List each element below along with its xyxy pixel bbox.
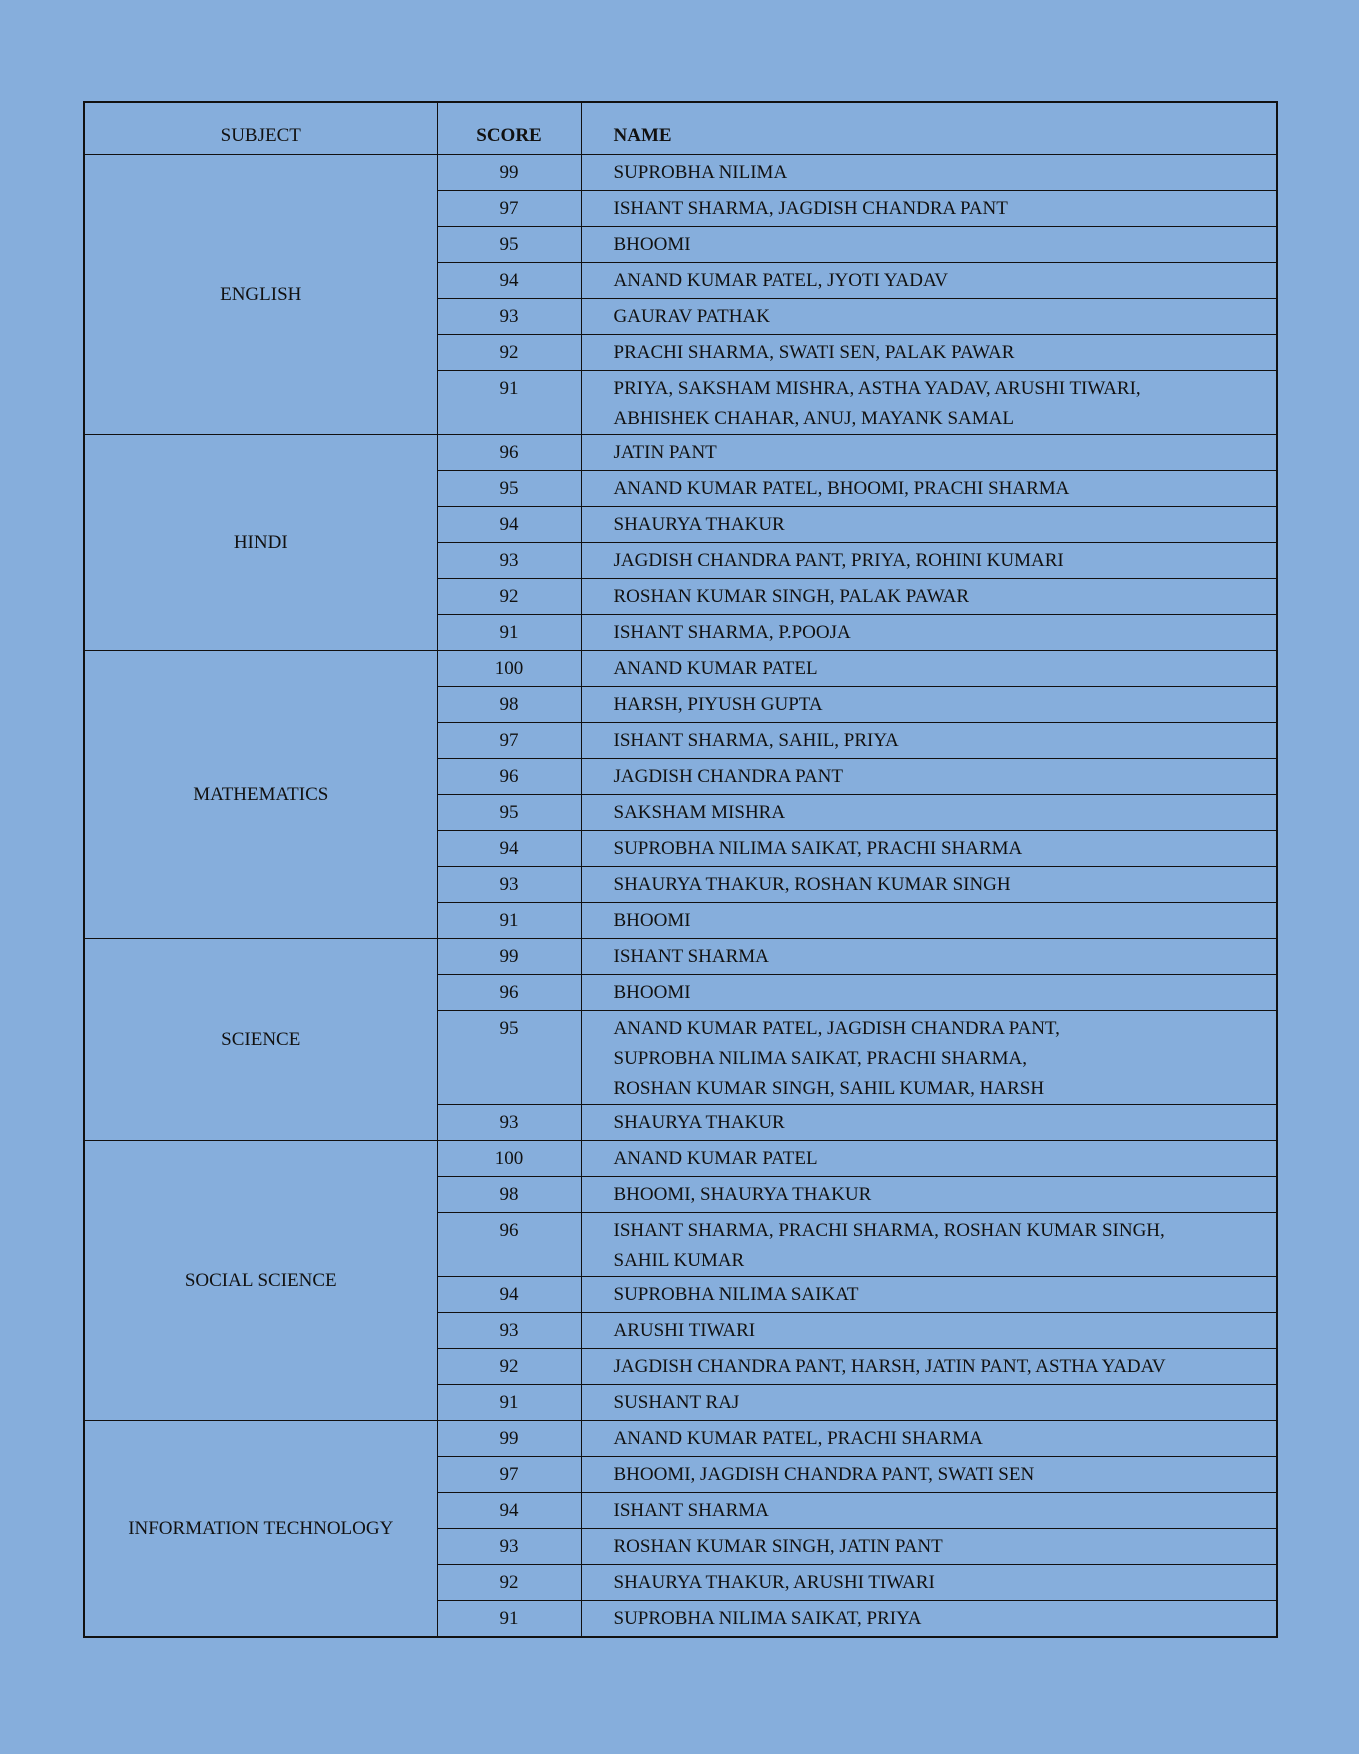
names-cell [581, 579, 1277, 615]
score-cell: 93 [437, 299, 581, 335]
names-line: BHOOMI [613, 982, 691, 1003]
score-table [83, 101, 1278, 1638]
names-cell [581, 471, 1277, 507]
score-cell: 93 [437, 1529, 581, 1565]
score-cell: 96 [437, 975, 581, 1011]
names-line: JAGDISH CHANDRA PANT [613, 766, 843, 787]
score-cell: 92 [437, 335, 581, 371]
names-line: SHAURYA THAKUR [613, 1112, 785, 1133]
names-cell [581, 687, 1277, 723]
names-cell [581, 155, 1277, 191]
subject-cell: MATHEMATICS [84, 651, 437, 939]
score-cell: 100 [437, 1141, 581, 1177]
score-cell: 96 [437, 435, 581, 471]
score-cell: 95 [437, 795, 581, 831]
names-line: ISHANT SHARMA, PRACHI SHARMA, ROSHAN KUMAR SINGH, [613, 1220, 1165, 1241]
names-cell [581, 1277, 1277, 1313]
names-line: HARSH, PIYUSH GUPTA [613, 694, 823, 715]
names-line: ISHANT SHARMA [613, 946, 769, 967]
names-cell [581, 435, 1277, 471]
names-cell [581, 651, 1277, 687]
names-cell [581, 1457, 1277, 1493]
score-cell: 95 [437, 227, 581, 263]
score-cell: 98 [437, 1177, 581, 1213]
names-cell [581, 867, 1277, 903]
names-cell [581, 1177, 1277, 1213]
score-cell: 93 [437, 867, 581, 903]
score-cell: 97 [437, 723, 581, 759]
names-cell [581, 371, 1277, 435]
document-page [83, 101, 1276, 1638]
subject-cell: SCIENCE [84, 939, 437, 1141]
names-line: ROSHAN KUMAR SINGH, JATIN PANT [613, 1536, 943, 1557]
names-line: ROSHAN KUMAR SINGH, SAHIL KUMAR, HARSH [613, 1078, 1045, 1099]
names-cell [581, 1385, 1277, 1421]
score-cell: 91 [437, 1601, 581, 1638]
table-row [84, 435, 1277, 471]
score-cell: 92 [437, 1349, 581, 1385]
score-cell: 98 [437, 687, 581, 723]
table-row [84, 651, 1277, 687]
names-cell [581, 1493, 1277, 1529]
header-subject: SUBJECT [84, 102, 437, 155]
header-row [84, 102, 1277, 155]
score-cell: 99 [437, 1421, 581, 1457]
names-cell [581, 227, 1277, 263]
score-cell: 91 [437, 371, 581, 435]
score-cell: 94 [437, 1277, 581, 1313]
names-line: ROSHAN KUMAR SINGH, PALAK PAWAR [613, 586, 969, 607]
names-line: SHAURYA THAKUR, ARUSHI TIWARI [613, 1572, 935, 1593]
names-line: JAGDISH CHANDRA PANT, PRIYA, ROHINI KUMARI [613, 550, 1064, 571]
names-line: ANAND KUMAR PATEL, PRACHI SHARMA [613, 1428, 983, 1449]
names-line: ISHANT SHARMA [613, 1500, 769, 1521]
names-line: BHOOMI, JAGDISH CHANDRA PANT, SWATI SEN [613, 1464, 1035, 1485]
names-line: SUPROBHA NILIMA [613, 162, 788, 183]
score-cell: 97 [437, 1457, 581, 1493]
names-cell [581, 723, 1277, 759]
names-cell [581, 1141, 1277, 1177]
names-cell [581, 831, 1277, 867]
names-line: ABHISHEK CHAHAR, ANUJ, MAYANK SAMAL [613, 408, 1014, 429]
names-line: SUPROBHA NILIMA SAIKAT, PRACHI SHARMA, [613, 1048, 1027, 1069]
names-cell [581, 507, 1277, 543]
names-cell [581, 1105, 1277, 1141]
names-line: SUSHANT RAJ [613, 1392, 740, 1413]
names-line: ISHANT SHARMA, P.POOJA [613, 622, 851, 643]
names-line: BHOOMI [613, 234, 691, 255]
names-line: BHOOMI [613, 910, 691, 931]
score-cell: 99 [437, 939, 581, 975]
names-cell [581, 1565, 1277, 1601]
names-cell [581, 263, 1277, 299]
header-score: SCORE [437, 102, 581, 155]
score-cell: 94 [437, 263, 581, 299]
names-line: SUPROBHA NILIMA SAIKAT, PRACHI SHARMA [613, 838, 1023, 859]
names-line: JATIN PANT [613, 442, 717, 463]
names-line: ANAND KUMAR PATEL [613, 658, 818, 679]
table-row [84, 1141, 1277, 1177]
score-cell: 96 [437, 759, 581, 795]
score-cell: 91 [437, 903, 581, 939]
names-line: SUPROBHA NILIMA SAIKAT, PRIYA [613, 1608, 922, 1629]
score-cell: 93 [437, 1105, 581, 1141]
names-line: SUPROBHA NILIMA SAIKAT [613, 1284, 859, 1305]
names-line: ISHANT SHARMA, SAHIL, PRIYA [613, 730, 899, 751]
score-cell: 94 [437, 1493, 581, 1529]
score-cell: 93 [437, 543, 581, 579]
names-line: SHAURYA THAKUR [613, 514, 785, 535]
names-cell [581, 1421, 1277, 1457]
names-line: PRIYA, SAKSHAM MISHRA, ASTHA YADAV, ARUSHI TIWARI, [613, 378, 1141, 399]
names-cell [581, 939, 1277, 975]
names-line: BHOOMI, SHAURYA THAKUR [613, 1184, 872, 1205]
names-line: ANAND KUMAR PATEL, JAGDISH CHANDRA PANT, [613, 1018, 1060, 1039]
score-cell: 97 [437, 191, 581, 227]
score-cell: 94 [437, 831, 581, 867]
header-name: NAME [581, 102, 1277, 155]
names-cell [581, 1011, 1277, 1105]
names-cell [581, 903, 1277, 939]
names-line: SAKSHAM MISHRA [613, 802, 786, 823]
score-cell: 100 [437, 651, 581, 687]
score-cell: 94 [437, 507, 581, 543]
names-line: ANAND KUMAR PATEL, JYOTI YADAV [613, 270, 948, 291]
score-cell: 95 [437, 471, 581, 507]
names-cell [581, 299, 1277, 335]
names-line: JAGDISH CHANDRA PANT, HARSH, JATIN PANT, ASTHA YADAV [613, 1356, 1166, 1377]
table-header [84, 102, 1277, 155]
score-cell: 96 [437, 1213, 581, 1277]
names-line: ANAND KUMAR PATEL [613, 1148, 818, 1169]
names-cell [581, 1213, 1277, 1277]
names-cell [581, 1349, 1277, 1385]
table-row [84, 1421, 1277, 1457]
names-line: ISHANT SHARMA, JAGDISH CHANDRA PANT [613, 198, 1008, 219]
score-cell: 99 [437, 155, 581, 191]
names-line: ARUSHI TIWARI [613, 1320, 756, 1341]
table-row [84, 939, 1277, 975]
names-cell [581, 191, 1277, 227]
names-line: SAHIL KUMAR [613, 1250, 745, 1271]
subject-cell: INFORMATION TECHNOLOGY [84, 1421, 437, 1638]
names-cell [581, 975, 1277, 1011]
names-cell [581, 615, 1277, 651]
names-cell [581, 1313, 1277, 1349]
subject-cell: HINDI [84, 435, 437, 651]
names-cell [581, 759, 1277, 795]
names-cell [581, 1529, 1277, 1565]
names-line: PRACHI SHARMA, SWATI SEN, PALAK PAWAR [613, 342, 1015, 363]
score-cell: 95 [437, 1011, 581, 1105]
table-body [84, 155, 1277, 1638]
subject-cell: ENGLISH [84, 155, 437, 435]
names-line: GAURAV PATHAK [613, 306, 770, 327]
score-cell: 93 [437, 1313, 581, 1349]
names-line: ANAND KUMAR PATEL, BHOOMI, PRACHI SHARMA [613, 478, 1070, 499]
score-cell: 91 [437, 1385, 581, 1421]
names-cell [581, 1601, 1277, 1638]
score-cell: 92 [437, 579, 581, 615]
subject-cell: SOCIAL SCIENCE [84, 1141, 437, 1421]
names-line: SHAURYA THAKUR, ROSHAN KUMAR SINGH [613, 874, 1011, 895]
table-row [84, 155, 1277, 191]
score-cell: 91 [437, 615, 581, 651]
score-cell: 92 [437, 1565, 581, 1601]
names-cell [581, 335, 1277, 371]
names-cell [581, 795, 1277, 831]
names-cell [581, 543, 1277, 579]
